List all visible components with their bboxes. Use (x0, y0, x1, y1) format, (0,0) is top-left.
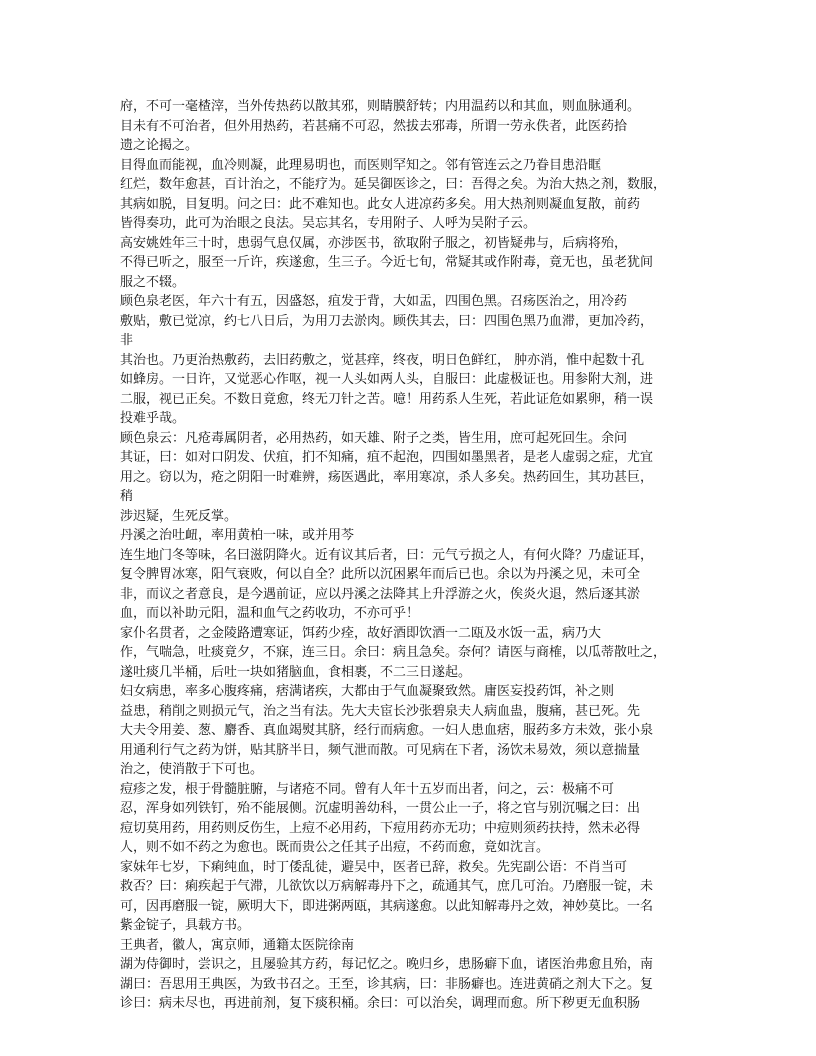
text-line: 湖为侍御时，尝识之，且屡验其方药，每记忆之。晚归乡，患肠癖下血，诸医治弗愈且殆，南 (120, 957, 654, 972)
text-line: 遗之论揭之。 (120, 138, 199, 153)
text-line: 连生地门冬等味，名曰滋阴降火。近有议其后者，曰：元气亏损之人，有何火降？乃虚证耳， (120, 547, 654, 563)
text-line: 府，不可一毫楂滓，当外传热药以散其邪，则睛膜舒转；内用温药以和其血，则血脉通利。 (120, 99, 641, 114)
text-line: 作，气喘急，吐痰竟夕，不寐，连三日。余曰：病且急矣。奈何？请医与商榷，以瓜蒂散吐之， (120, 645, 667, 660)
text-line: 目得血而能视，血冷则凝，此理易明也，而医则罕知之。邻有管连云之乃眷目患沿眶 (120, 157, 602, 173)
text-line: 救否？曰：痢疾起于气滞，儿欲饮以万病解毒丹下之，疏通其气，庶几可治。乃磨服一锭，未 (120, 879, 654, 894)
text-line: 如蜂房。一日许，又觉恶心作呕，视一人头如两人头，自服曰：此虚极证也。用参附大剂，进 (120, 372, 654, 387)
text-line: 忍，浑身如列铁钉，殆不能展侧。沉虚明善幼科，一贯公止一子，将之官与别沉嘱之曰：出 (120, 801, 641, 816)
text-line: 益患，稍削之则损元气，治之当有法。先大夫宦长沙张碧泉夫人病血蛊，腹痛，甚已死。先 (120, 703, 641, 719)
text-line: 服之不辍。 (120, 274, 186, 290)
text-line: 敷贴，敷已觉凉，约七八日后，为用刀去淤肉。顾佚其去，曰：四围色黑乃血滞，更加冷药， (120, 313, 654, 329)
text-line: 血，而以补助元阳，温和血气之药收功，不亦可乎！ (120, 606, 420, 621)
text-line: 丹溪之治吐衄，率用黄柏一味，或并用芩 (120, 528, 355, 543)
text-line: 诊曰：病未尽也，再进前剂，复下痰积桶。余曰：可以治矣，调理而愈。所下秽更无血积肠 (120, 996, 641, 1011)
text-line: 投难乎哉。 (120, 411, 186, 426)
text-line: 稍 (120, 489, 134, 504)
text-line: 复令脾胃冰寒，阳气衰败，何以自全？此所以沉困累年而后已也。余以为丹溪之见，未可全 (120, 567, 641, 582)
text-line: 人，则不如不药之为愈也。既而贵公之任其子出痘，不药而愈，竟如沈言。 (120, 840, 550, 855)
text-line: 家妹年七岁，下痢纯血，时丁倭乱徒，避吴中，医者已辞，救矣。先宪副公语：不肖当可 (120, 859, 628, 875)
text-line: 家仆名贯者，之金陵路遭寒证，饵药少痊，故好酒即饮酒一二瓯及水饭一盂，病乃大 (120, 625, 602, 641)
text-line: 用通利行气之药为饼，贴其脐半日，频气泄而散。可见病在下者，汤饮未易效，须以意揣量 (120, 742, 641, 758)
text-line: 湖曰：吾思用王典医，为致书召之。王至，诊其病，曰：非肠癖也。连进黄硝之剂大下之。复 (120, 976, 654, 992)
text-line: 非 (120, 333, 134, 348)
text-line: 顾色泉老医，年六十有五，因盛怒，疽发于背，大如盂，四围色黑。召疡医治之，用冷药 (120, 294, 628, 309)
text-line: 其证，曰：如对口阴发、伏疽，扪不知痛，疽不起泡，四围如墨黑者，是老人虚弱之症，尤宜 (120, 450, 654, 465)
text-line: 用之。窃以为，疮之阴阳一时难辨，疡医遇此，率用寒凉，杀人多矣。热药回生，其功甚巨， (120, 469, 654, 485)
text-line: 不得已听之，服至一斤许，疾遂愈，生三子。今近七旬，常疑其或作附毒，竟无也，虽老犹间 (120, 255, 654, 270)
text-line: 皆得奏功，此可为治眼之良法。吴忘其名，专用附子、人呼为吴附子云。 (120, 216, 537, 231)
text-line: 二服，视已正矣。不数日竟愈，终无刀针之苦。噫！用药系人生死，若此证危如累卵，稍一误 (120, 391, 654, 407)
text-line: 可，因再磨服一锭，厥明大下，即进粥两瓯，其病遂愈。以此知解毒丹之效，神妙莫比。一名 (120, 898, 654, 914)
text-line: 紫金锭子，具载方书。 (120, 918, 251, 933)
text-line: 治之，使消散于下可也。 (120, 762, 264, 777)
text-line: 高安姚姓年三十时，患弱气息仅属，亦涉医书，欲取附子服之，初皆疑弗与，后病将殆， (120, 235, 628, 251)
text-line: 遂吐痰几半桶，后吐一块如猪脑血，食相裹，不二三日遂起。 (120, 664, 472, 680)
text-line: 顾色泉云：凡疮毒属阴者，必用热药，如天雄、附子之类，皆生用，庶可起死回生。余问 (120, 430, 628, 446)
text-line: 其病如脱，目复明。问之曰：此不难知也。此女人进凉药多矣。用大热剂则凝血复散，前药 (120, 196, 641, 212)
document-page (120, 97, 700, 1014)
text-line: 妇女病患，率多心腹疼痛，痞满诸疾，大都由于气血凝聚致然。庸医妄投药饵，补之则 (120, 684, 615, 699)
text-line: 目未有不可治者，但外用热药，若甚痛不可忍，然拔去邪毒，所谓一劳永佚者，此医药拾 (120, 118, 628, 134)
text-line: 痘切莫用药，用药则反伤生，上痘不必用药，下痘用药亦无功；中痘则须药扶持，然未必得 (120, 820, 641, 836)
text-line: 非，而议之者意良，是今遇前证，应以丹溪之法降其上升浮游之火，俟炎火退，然后逐其淤 (120, 586, 641, 602)
text-line: 王典者，徽人，寓京师，通籍太医院徐南 (120, 937, 355, 953)
text-line: 大夫令用姜、葱、麝香、真血竭熨其脐，经行而病愈。一妇人患血痞，服药多方未效，张小泉 (120, 723, 654, 738)
text-line: 涉迟疑，生死反掌。 (120, 508, 238, 524)
text-line: 痘疹之发，根于骨髓脏腑，与诸疮不同。曾有人年十五岁而出者，问之，云：极痛不可 (120, 781, 615, 797)
text-line: 红烂，数年愈甚，百计治之，不能疗为。延吴御医诊之，曰：吾得之矣。为治大热之剂，数服， (120, 177, 667, 192)
text-line: 其治也。乃更治热敷药，去旧药敷之，觉甚痒，终夜，明日色鲜红， 肿亦消，惟中起数十孔 (120, 352, 645, 368)
